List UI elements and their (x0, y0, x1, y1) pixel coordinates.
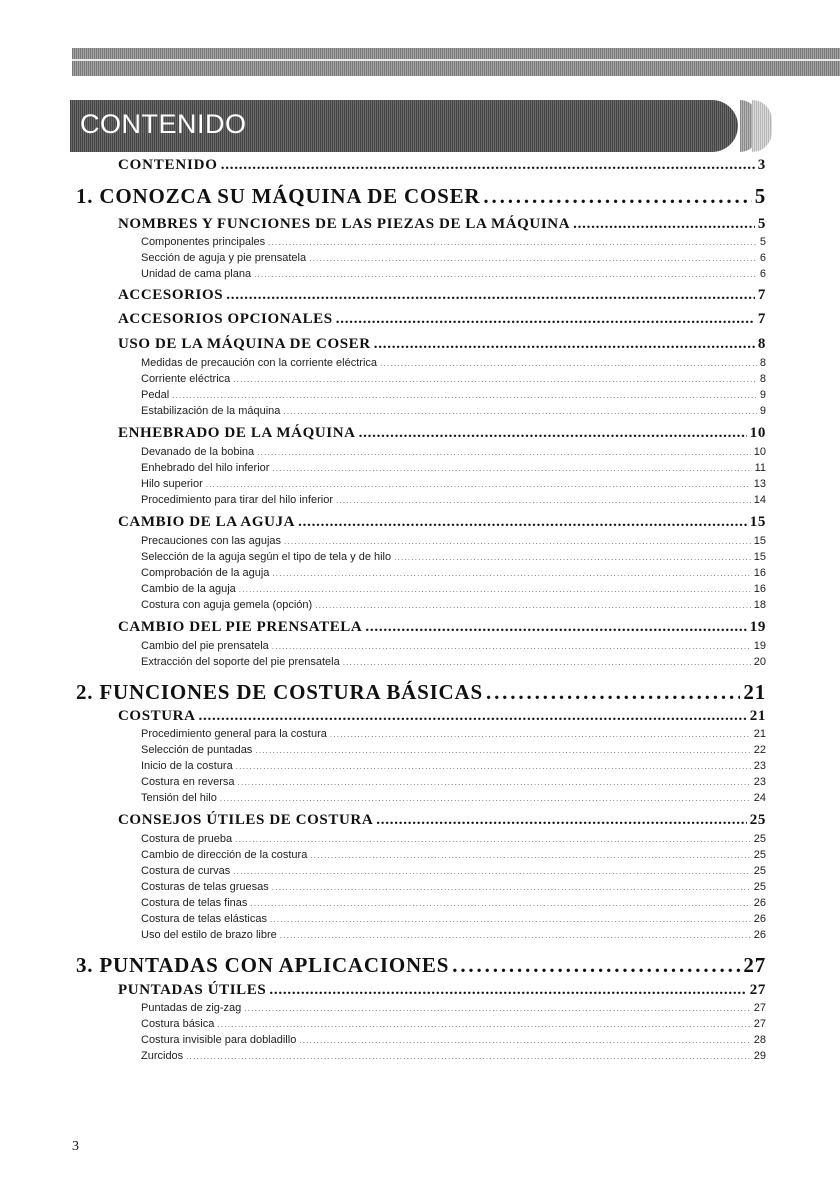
toc-entry-page: 25 (753, 865, 766, 877)
toc-entry-page: 21 (743, 680, 766, 704)
toc-leader-dots (330, 728, 751, 740)
toc-entry-label: CAMBIO DEL PIE PRENSATELA (118, 619, 363, 635)
toc-leader-dots (186, 1050, 751, 1062)
toc-subentry (141, 389, 766, 401)
toc-leader-dots (235, 833, 751, 845)
toc-leader-dots (238, 776, 751, 788)
toc-subentry (141, 897, 766, 909)
toc-entry-page: 15 (753, 535, 766, 547)
toc-leader-dots (244, 1002, 750, 1014)
toc-entry-label: Medidas de precaución con la corriente eléctrica (141, 357, 378, 369)
toc-leader-dots (365, 619, 746, 636)
toc-entry-label: Extracción del soporte del pie prensatela (141, 656, 340, 668)
toc-entry-page: 27 (749, 982, 766, 998)
toc-subentry (141, 462, 766, 474)
toc-leader-dots (270, 913, 751, 925)
toc-entry-label: Costura con aguja gemela (opción) (141, 599, 313, 611)
toc-subentry (141, 881, 766, 893)
toc-leader-dots (299, 1034, 750, 1046)
toc-entry-label: Costura de prueba (141, 833, 233, 845)
toc-entry-label: Costura de curvas (141, 865, 231, 877)
toc-entry-page: 7 (757, 311, 766, 327)
toc-entry-page: 10 (753, 446, 766, 458)
toc-entry-label: Unidad de cama plana (141, 268, 252, 280)
toc-subentry (141, 446, 766, 458)
toc-subentry (141, 833, 766, 845)
toc-entry-label: Enhebrado del hilo inferior (141, 462, 270, 474)
toc-leader-dots (199, 708, 747, 725)
toc-entry-page: 13 (753, 478, 766, 490)
toc-subentry (141, 913, 766, 925)
toc-entry-label: Procedimiento para tirar del hilo inferior (141, 494, 333, 506)
toc-entry-page: 25 (753, 849, 766, 861)
toc-entry-page: 24 (753, 792, 766, 804)
toc-leader-dots (280, 929, 751, 941)
page-title: CONTENIDO (80, 109, 247, 139)
toc-leader-dots (217, 1018, 750, 1030)
toc-leader-dots (284, 535, 751, 547)
toc-section-entry (118, 812, 766, 829)
toc-entry-page: 11 (754, 462, 766, 474)
toc-leader-dots (236, 760, 751, 772)
toc-entry-page: 14 (753, 494, 766, 506)
toc-subentry (141, 478, 766, 490)
toc-leader-dots (315, 599, 751, 611)
toc-entry-page: 19 (749, 619, 766, 635)
toc-subentry (141, 494, 766, 506)
toc-leader-dots (374, 336, 755, 353)
toc-entry-label: Precauciones con las agujas (141, 535, 282, 547)
toc-entry-page: 8 (757, 336, 766, 352)
toc-entry-page: 27 (753, 1002, 766, 1014)
toc-entry-page: 5 (759, 236, 766, 248)
toc-section-entry (118, 619, 766, 636)
toc-entry-page: 9 (759, 405, 766, 417)
toc-entry-page: 16 (753, 567, 766, 579)
toc-leader-dots (272, 640, 751, 652)
toc-entry-page: 23 (753, 760, 766, 772)
toc-entry-page: 9 (759, 389, 766, 401)
toc-entry-label: Sección de aguja y pie prensatela (141, 252, 307, 264)
toc-entry-page: 22 (753, 744, 766, 756)
toc-subentry (141, 640, 766, 652)
toc-subentry (141, 1018, 766, 1030)
toc-subentry (141, 583, 766, 595)
toc-entry-label: Costura de telas elásticas (141, 913, 267, 925)
toc-leader-dots (220, 792, 751, 804)
toc-entry-page: 6 (759, 252, 766, 264)
toc-leader-dots (272, 462, 751, 474)
toc-entry-page: 26 (753, 897, 766, 909)
toc-entry-label: Cambio del pie prensatela (141, 640, 269, 652)
toc-entry-label: Costura de telas finas (141, 897, 248, 909)
toc-subentry (141, 776, 766, 788)
toc-subentry (141, 373, 766, 385)
toc-entry-label: Costura en reversa (141, 776, 235, 788)
toc-entry-label: Devanado de la bobina (141, 446, 255, 458)
toc-chapter-entry (76, 953, 766, 978)
toc-leader-dots (309, 252, 757, 264)
toc-section-entry (118, 157, 766, 174)
toc-entry-page: 25 (753, 881, 766, 893)
toc-entry-label: Cambio de la aguja (141, 583, 236, 595)
toc-entry-label: USO DE LA MÁQUINA DE COSER (118, 336, 371, 352)
toc-leader-dots (233, 373, 757, 385)
toc-entry-label: Pedal (141, 389, 170, 401)
toc-entry-label: CONTENIDO (118, 157, 218, 173)
toc-entry-page: 15 (749, 514, 766, 530)
toc-subentry (141, 849, 766, 861)
toc-subentry (141, 567, 766, 579)
toc-entry-page: 21 (753, 728, 766, 740)
toc-entry-page: 18 (753, 599, 766, 611)
toc-subentry (141, 535, 766, 547)
toc-subentry (141, 357, 766, 369)
toc-leader-dots (257, 446, 751, 458)
toc-entry-label: 2. FUNCIONES DE COSTURA BÁSICAS (76, 680, 483, 704)
toc-entry-label: Cambio de dirección de la costura (141, 849, 308, 861)
toc-entry-label: Puntadas de zig-zag (141, 1002, 242, 1014)
toc-subentry (141, 1050, 766, 1062)
toc-leader-dots (272, 881, 751, 893)
toc-leader-dots (336, 494, 751, 506)
toc-entry-label: COSTURA (118, 708, 196, 724)
toc-entry-page: 5 (754, 184, 766, 208)
toc-leader-dots (283, 405, 756, 417)
toc-entry-page: 15 (753, 551, 766, 563)
toc-section-entry (118, 216, 766, 233)
toc-entry-label: Procedimiento general para la costura (141, 728, 327, 740)
toc-entry-label: CAMBIO DE LA AGUJA (118, 514, 296, 530)
toc-entry-label: PUNTADAS ÚTILES (118, 982, 267, 998)
toc-entry-label: Costuras de telas gruesas (141, 881, 269, 893)
toc-subentry (141, 551, 766, 563)
toc-section-entry (118, 514, 766, 531)
toc-entry-label: Costura básica (141, 1018, 215, 1030)
section-title-banner (70, 100, 738, 152)
toc-entry-label: CONSEJOS ÚTILES DE COSTURA (118, 812, 374, 828)
toc-chapter-entry (76, 680, 766, 705)
toc-entry-label: Zurcidos (141, 1050, 184, 1062)
toc-leader-dots (486, 680, 740, 705)
toc-subentry (141, 728, 766, 740)
toc-entry-page: 26 (753, 913, 766, 925)
toc-entry-page: 8 (759, 373, 766, 385)
toc-section-entry (118, 708, 766, 725)
toc-entry-page: 27 (753, 1018, 766, 1030)
toc-leader-dots (206, 478, 751, 490)
toc-entry-label: ENHEBRADO DE LA MÁQUINA (118, 425, 356, 441)
toc-subentry (141, 252, 766, 264)
toc-entry-label: 3. PUNTADAS CON APLICACIONES (76, 953, 450, 977)
toc-leader-dots (343, 656, 751, 668)
toc-entry-page: 7 (757, 287, 766, 303)
toc-entry-label: Tensión del hilo (141, 792, 217, 804)
toc-entry-page: 19 (753, 640, 766, 652)
toc-subentry (141, 929, 766, 941)
toc-entry-page: 26 (753, 929, 766, 941)
toc-leader-dots (380, 357, 757, 369)
toc-subentry (141, 656, 766, 668)
toc-leader-dots (254, 268, 757, 280)
toc-leader-dots (226, 287, 755, 304)
header-decorative-band (72, 48, 840, 76)
toc-subentry (141, 599, 766, 611)
toc-entry-label: 1. CONOZCA SU MÁQUINA DE COSER (76, 184, 481, 208)
toc-entry-label: Comprobación de la aguja (141, 567, 270, 579)
toc-leader-dots (573, 216, 755, 233)
toc-leader-dots (310, 849, 750, 861)
toc-entry-label: Estabilización de la máquina (141, 405, 281, 417)
toc-entry-label: ACCESORIOS (118, 287, 224, 303)
toc-leader-dots (359, 425, 747, 442)
toc-entry-page: 8 (759, 357, 766, 369)
toc-entry-page: 5 (757, 216, 766, 232)
toc-entry-label: Selección de la aguja según el tipo de tela y de hilo (141, 551, 392, 563)
chevron-right-icon (752, 100, 772, 152)
toc-leader-dots (483, 184, 751, 209)
toc-leader-dots (268, 236, 757, 248)
toc-leader-dots (255, 744, 750, 756)
toc-entry-label: Uso del estilo de brazo libre (141, 929, 277, 941)
toc-leader-dots (272, 567, 750, 579)
toc-leader-dots (336, 311, 755, 328)
toc-entry-page: 28 (753, 1034, 766, 1046)
toc-entry-label: Costura invisible para dobladillo (141, 1034, 297, 1046)
toc-entry-label: Selección de puntadas (141, 744, 253, 756)
toc-entry-label: Inicio de la costura (141, 760, 233, 772)
toc-leader-dots (298, 514, 747, 531)
toc-leader-dots (394, 551, 751, 563)
toc-leader-dots (233, 865, 750, 877)
toc-entry-page: 20 (753, 656, 766, 668)
toc-subentry (141, 1002, 766, 1014)
toc-entry-page: 3 (757, 157, 766, 173)
toc-entry-page: 10 (749, 425, 766, 441)
toc-section-entry (118, 982, 766, 999)
toc-subentry (141, 1034, 766, 1046)
toc-chapter-entry (76, 184, 766, 209)
toc-subentry (141, 268, 766, 280)
toc-section-entry (118, 287, 766, 304)
toc-entry-page: 27 (743, 953, 766, 977)
toc-entry-page: 23 (753, 776, 766, 788)
toc-section-entry (118, 311, 766, 328)
toc-entry-page: 16 (753, 583, 766, 595)
toc-subentry (141, 236, 766, 248)
toc-subentry (141, 760, 766, 772)
toc-entry-label: NOMBRES Y FUNCIONES DE LAS PIEZAS DE LA MÁQUINA (118, 216, 571, 232)
toc-entry-page: 25 (749, 812, 766, 828)
toc-subentry (141, 405, 766, 417)
page-number: 3 (72, 1139, 79, 1154)
toc-entry-label: ACCESORIOS OPCIONALES (118, 311, 333, 327)
toc-entry-label: Componentes principales (141, 236, 266, 248)
toc-entry-page: 25 (753, 833, 766, 845)
toc-entry-page: 6 (759, 268, 766, 280)
toc-entry-label: Corriente eléctrica (141, 373, 231, 385)
toc-entry-label: Hilo superior (141, 478, 203, 490)
toc-subentry (141, 744, 766, 756)
toc-entry-page: 29 (753, 1050, 766, 1062)
toc-leader-dots (239, 583, 751, 595)
toc-section-entry (118, 336, 766, 353)
toc-leader-dots (250, 897, 750, 909)
toc-leader-dots (376, 812, 747, 829)
toc-subentry (141, 865, 766, 877)
toc-leader-dots (221, 157, 755, 174)
toc-leader-dots (172, 389, 757, 401)
toc-leader-dots (452, 953, 740, 978)
toc-section-entry (118, 425, 766, 442)
toc-subentry (141, 792, 766, 804)
toc-leader-dots (269, 982, 746, 999)
toc-entry-page: 21 (749, 708, 766, 724)
